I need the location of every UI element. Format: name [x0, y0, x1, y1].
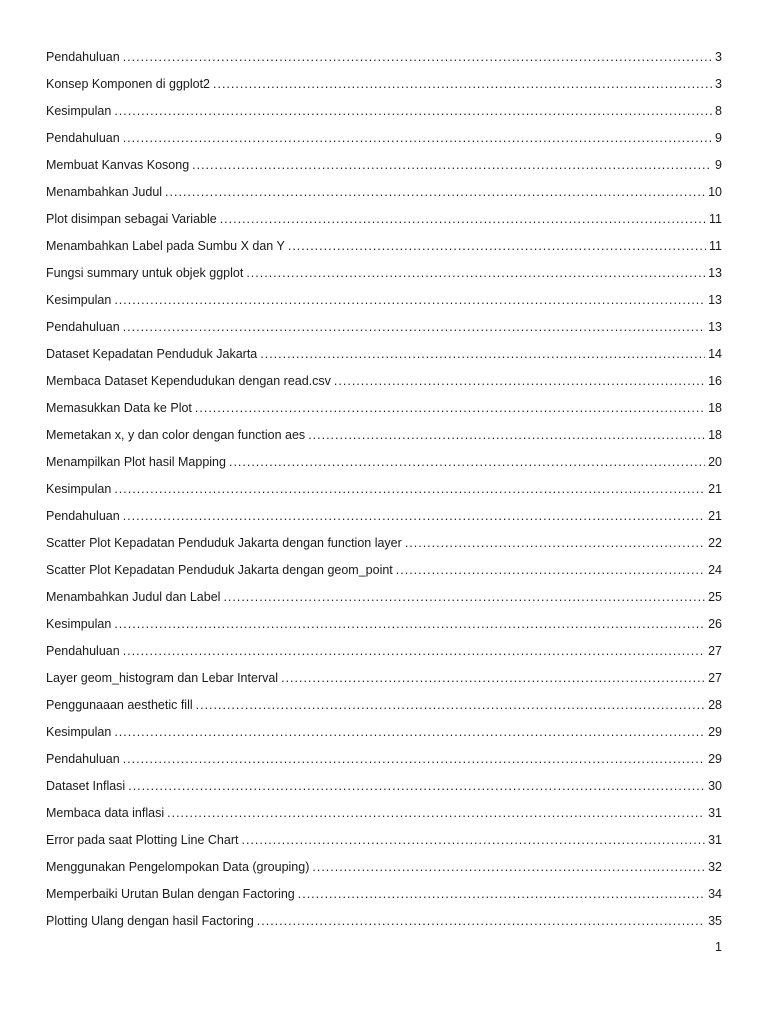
- toc-entry-page: 27: [708, 671, 722, 685]
- toc-entry[interactable]: [46, 449, 722, 476]
- toc-entry-title: Memetakan x, y dan color dengan function aes: [46, 428, 306, 442]
- toc-leader: [288, 233, 706, 260]
- toc-leader: [312, 854, 705, 881]
- toc-entry-title: Membaca Dataset Kependudukan dengan read.csv: [46, 374, 331, 388]
- toc-leader: [114, 287, 705, 314]
- toc-leader: [220, 206, 706, 233]
- toc-entry-title: Membaca data inflasi: [46, 806, 165, 820]
- table-of-contents: [46, 44, 722, 935]
- toc-leader: [123, 746, 705, 773]
- toc-entry-title: Fungsi summary untuk objek ggplot: [46, 266, 244, 280]
- toc-entry-title: Kesimpulan: [46, 617, 112, 631]
- toc-leader: [114, 719, 705, 746]
- toc-entry[interactable]: [46, 476, 722, 503]
- toc-entry-title: Dataset Kepadatan Penduduk Jakarta: [46, 347, 258, 361]
- toc-entry[interactable]: [46, 530, 722, 557]
- toc-entry[interactable]: [46, 773, 722, 800]
- toc-entry-page: 24: [708, 563, 722, 577]
- toc-entry[interactable]: [46, 233, 722, 260]
- toc-leader: [192, 152, 712, 179]
- toc-entry-page: 13: [708, 293, 722, 307]
- toc-entry[interactable]: [46, 422, 722, 449]
- toc-entry-page: 27: [708, 644, 722, 658]
- toc-entry-page: 3: [715, 50, 722, 64]
- toc-leader: [223, 584, 705, 611]
- toc-entry[interactable]: [46, 71, 722, 98]
- toc-entry[interactable]: [46, 638, 722, 665]
- toc-entry-title: Menampilkan Plot hasil Mapping: [46, 455, 226, 469]
- toc-entry-page: 30: [708, 779, 722, 793]
- toc-entry-title: Pendahuluan: [46, 131, 120, 145]
- toc-entry-page: 11: [709, 212, 722, 226]
- toc-entry-title: Menambahkan Judul dan Label: [46, 590, 221, 604]
- toc-leader: [298, 881, 705, 908]
- toc-entry-page: 29: [708, 725, 722, 739]
- toc-entry[interactable]: [46, 98, 722, 125]
- toc-entry-page: 31: [708, 833, 722, 847]
- toc-entry-page: 28: [708, 698, 722, 712]
- toc-entry-page: 29: [708, 752, 722, 766]
- toc-leader: [195, 395, 705, 422]
- toc-entry-title: Plot disimpan sebagai Variable: [46, 212, 217, 226]
- toc-entry-page: 31: [708, 806, 722, 820]
- toc-entry[interactable]: [46, 314, 722, 341]
- toc-entry-title: Kesimpulan: [46, 293, 112, 307]
- toc-entry-title: Pendahuluan: [46, 752, 120, 766]
- toc-leader: [128, 773, 705, 800]
- toc-entry-page: 22: [708, 536, 722, 550]
- toc-entry-page: 16: [708, 374, 722, 388]
- page-number: 1: [715, 940, 722, 954]
- toc-entry[interactable]: [46, 341, 722, 368]
- toc-entry-title: Layer geom_histogram dan Lebar Interval: [46, 671, 279, 685]
- toc-entry-page: 32: [708, 860, 722, 874]
- toc-entry[interactable]: [46, 611, 722, 638]
- toc-entry-page: 13: [708, 266, 722, 280]
- toc-entry-title: Menggunakan Pengelompokan Data (grouping): [46, 860, 310, 874]
- toc-leader: [114, 611, 705, 638]
- toc-entry-title: Menambahkan Judul: [46, 185, 163, 199]
- toc-entry-page: 26: [708, 617, 722, 631]
- toc-entry-title: Pendahuluan: [46, 50, 120, 64]
- toc-entry[interactable]: [46, 800, 722, 827]
- toc-entry[interactable]: [46, 395, 722, 422]
- toc-entry[interactable]: [46, 746, 722, 773]
- toc-entry-title: Scatter Plot Kepadatan Penduduk Jakarta dengan function layer: [46, 536, 402, 550]
- toc-entry[interactable]: [46, 908, 722, 935]
- toc-entry[interactable]: [46, 827, 722, 854]
- toc-entry-page: 20: [708, 455, 722, 469]
- toc-leader: [308, 422, 705, 449]
- toc-entry-page: 25: [708, 590, 722, 604]
- toc-entry-title: Kesimpulan: [46, 104, 112, 118]
- toc-entry-page: 18: [708, 401, 722, 415]
- toc-leader: [114, 98, 712, 125]
- toc-entry[interactable]: [46, 260, 722, 287]
- toc-leader: [196, 692, 705, 719]
- toc-entry-title: Penggunaaan aesthetic fill: [46, 698, 193, 712]
- toc-entry-title: Menambahkan Label pada Sumbu X dan Y: [46, 239, 285, 253]
- toc-entry[interactable]: [46, 368, 722, 395]
- toc-entry[interactable]: [46, 584, 722, 611]
- toc-entry-page: 8: [715, 104, 722, 118]
- toc-entry-page: 10: [708, 185, 722, 199]
- toc-leader: [229, 449, 705, 476]
- toc-entry-page: 21: [708, 482, 722, 496]
- toc-leader: [114, 476, 705, 503]
- toc-entry-page: 13: [708, 320, 722, 334]
- toc-entry-title: Memperbaiki Urutan Bulan dengan Factoring: [46, 887, 295, 901]
- toc-entry-page: 11: [709, 239, 722, 253]
- toc-entry[interactable]: [46, 719, 722, 746]
- toc-leader: [123, 125, 712, 152]
- toc-leader: [257, 908, 705, 935]
- toc-entry[interactable]: [46, 152, 722, 179]
- toc-entry-page: 18: [708, 428, 722, 442]
- toc-entry[interactable]: [46, 665, 722, 692]
- toc-leader: [123, 44, 712, 71]
- toc-entry-title: Scatter Plot Kepadatan Penduduk Jakarta dengan geom_point: [46, 563, 393, 577]
- toc-entry-title: Kesimpulan: [46, 482, 112, 496]
- toc-leader: [123, 314, 705, 341]
- toc-entry-page: 3: [715, 77, 722, 91]
- toc-entry[interactable]: [46, 557, 722, 584]
- toc-leader: [396, 557, 705, 584]
- toc-entry-page: 9: [715, 131, 722, 145]
- toc-entry[interactable]: [46, 179, 722, 206]
- toc-entry-title: Pendahuluan: [46, 509, 120, 523]
- toc-entry[interactable]: [46, 503, 722, 530]
- toc-leader: [241, 827, 705, 854]
- toc-leader: [334, 368, 705, 395]
- toc-entry[interactable]: [46, 881, 722, 908]
- toc-leader: [246, 260, 705, 287]
- toc-entry-page: 34: [708, 887, 722, 901]
- toc-entry-page: 21: [708, 509, 722, 523]
- toc-entry-page: 14: [708, 347, 722, 361]
- toc-leader: [260, 341, 705, 368]
- toc-entry-title: Kesimpulan: [46, 725, 112, 739]
- toc-leader: [123, 503, 705, 530]
- toc-leader: [213, 71, 712, 98]
- toc-entry[interactable]: [46, 854, 722, 881]
- toc-entry[interactable]: [46, 206, 722, 233]
- toc-leader: [123, 638, 705, 665]
- toc-entry-page: 35: [708, 914, 722, 928]
- toc-entry[interactable]: [46, 692, 722, 719]
- toc-entry-title: Pendahuluan: [46, 320, 120, 334]
- toc-entry[interactable]: [46, 287, 722, 314]
- toc-entry[interactable]: [46, 44, 722, 71]
- toc-entry[interactable]: [46, 125, 722, 152]
- toc-leader: [167, 800, 705, 827]
- toc-leader: [281, 665, 705, 692]
- toc-entry-page: 9: [715, 158, 722, 172]
- toc-entry-title: Membuat Kanvas Kosong: [46, 158, 190, 172]
- toc-entry-title: Plotting Ulang dengan hasil Factoring: [46, 914, 254, 928]
- toc-entry-title: Error pada saat Plotting Line Chart: [46, 833, 239, 847]
- toc-leader: [405, 530, 705, 557]
- toc-entry-title: Dataset Inflasi: [46, 779, 126, 793]
- toc-entry-title: Pendahuluan: [46, 644, 120, 658]
- toc-entry-title: Konsep Komponen di ggplot2: [46, 77, 211, 91]
- toc-entry-title: Memasukkan Data ke Plot: [46, 401, 192, 415]
- toc-leader: [165, 179, 705, 206]
